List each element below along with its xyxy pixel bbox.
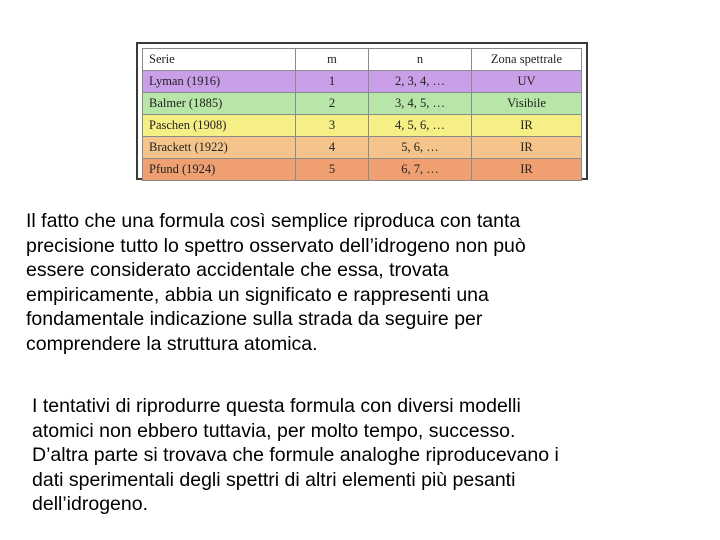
cell-m: 1 (296, 71, 369, 93)
table-row (143, 115, 582, 137)
cell-n: 5, 6, … (369, 137, 472, 159)
cell-zona: IR (472, 115, 582, 137)
cell-serie: Lyman (1916) (143, 71, 296, 93)
cell-zona: IR (472, 159, 582, 181)
table-row (143, 71, 582, 93)
cell-n: 2, 3, 4, … (369, 71, 472, 93)
cell-m: 3 (296, 115, 369, 137)
cell-n: 4, 5, 6, … (369, 115, 472, 137)
hydrogen-series-table (142, 48, 582, 181)
cell-zona: UV (472, 71, 582, 93)
cell-zona: Visibile (472, 93, 582, 115)
cell-n: 3, 4, 5, … (369, 93, 472, 115)
table-row (143, 159, 582, 181)
cell-serie: Paschen (1908) (143, 115, 296, 137)
cell-serie: Brackett (1922) (143, 137, 296, 159)
paragraph-1: Il fatto che una formula così semplice riproduca con tanta precisione tutto lo spettro osservato dell’idrogeno non può essere considerato accidentale che essa, trovata empiricamente, abbia un significato e rappresenti una fondamentale indicazione sulla strada da seguire per comprendere la struttura atomica. (26, 210, 526, 355)
table-header-row (143, 49, 582, 71)
cell-serie: Balmer (1885) (143, 93, 296, 115)
cell-zona: IR (472, 137, 582, 159)
table-row (143, 93, 582, 115)
header-serie: Serie (143, 49, 296, 71)
cell-m: 5 (296, 159, 369, 181)
header-zona: Zona spettrale (472, 49, 582, 71)
cell-m: 4 (296, 137, 369, 159)
cell-n: 6, 7, … (369, 159, 472, 181)
cell-m: 2 (296, 93, 369, 115)
table-row (143, 137, 582, 159)
series-table-image (136, 42, 588, 180)
header-n: n (369, 49, 472, 71)
cell-serie: Pfund (1924) (143, 159, 296, 181)
paragraph-2: I tentativi di riprodurre questa formula con diversi modelli atomici non ebbero tuttavia, per molto tempo, successo. D’altra parte si trovava che formule analoghe riproducevano i dati sperimentali degli spettri di altri elementi più pesanti dell’idrogeno. (32, 395, 559, 515)
header-m: m (296, 49, 369, 71)
